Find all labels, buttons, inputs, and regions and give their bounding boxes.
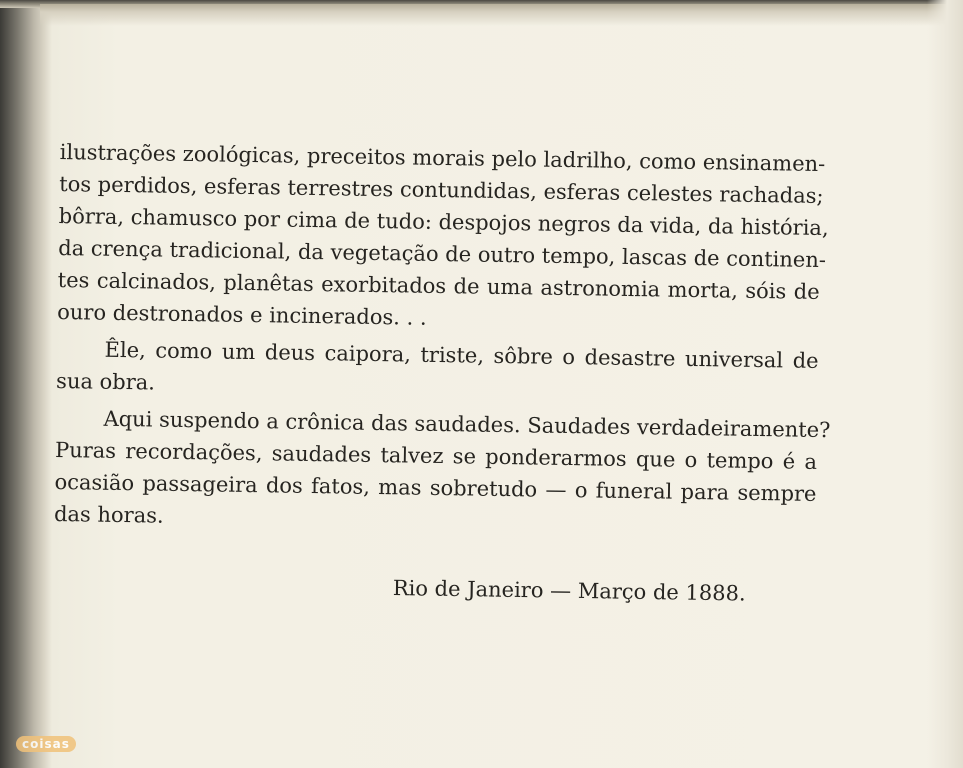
dateline: Rio de Janeiro — Março de 1888. — [392, 576, 746, 606]
watermark-badge: coisas — [16, 736, 76, 752]
page-torn-edge — [40, 4, 963, 26]
text-line: ilustrações zoológicas, preceitos morais pelo ladrilho, como ensinamen- — [59, 139, 826, 177]
page-right-edge — [927, 0, 963, 768]
text-line: da crença tradicional, da vegetação de outro tempo, lascas de continen- — [58, 235, 827, 273]
text-line: Aqui suspendo a crônica das saudades. Saudades verdadeiramente? — [103, 406, 831, 443]
text-line: Êle, como um deus caipora, triste, sôbre o desastre universal de — [104, 337, 819, 373]
text-line: tos perdidos, esferas terrestres contundidas, esferas celestes rachadas; — [59, 171, 824, 208]
text-line: ocasião passageira dos fatos, mas sobretudo — o funeral para sempre — [54, 469, 817, 506]
text-line: tes calcinados, planêtas exorbitados de uma astronomia morta, sóis de — [57, 267, 820, 304]
text-line: bôrra, chamusco por cima de tudo: despojos negros da vida, da história, — [58, 203, 829, 241]
body-text — [53, 136, 831, 547]
paragraph-2 — [56, 333, 819, 409]
text-line: das horas. — [53, 501, 164, 528]
paragraph-3 — [53, 402, 831, 542]
text-line: sua obra. — [55, 368, 156, 395]
text-line: ouro destronados e incinerados. . . — [57, 299, 427, 330]
text-line: Puras recordações, saudades talvez se ponderarmos que o tempo é a — [54, 437, 818, 474]
paragraph-1 — [57, 136, 829, 340]
